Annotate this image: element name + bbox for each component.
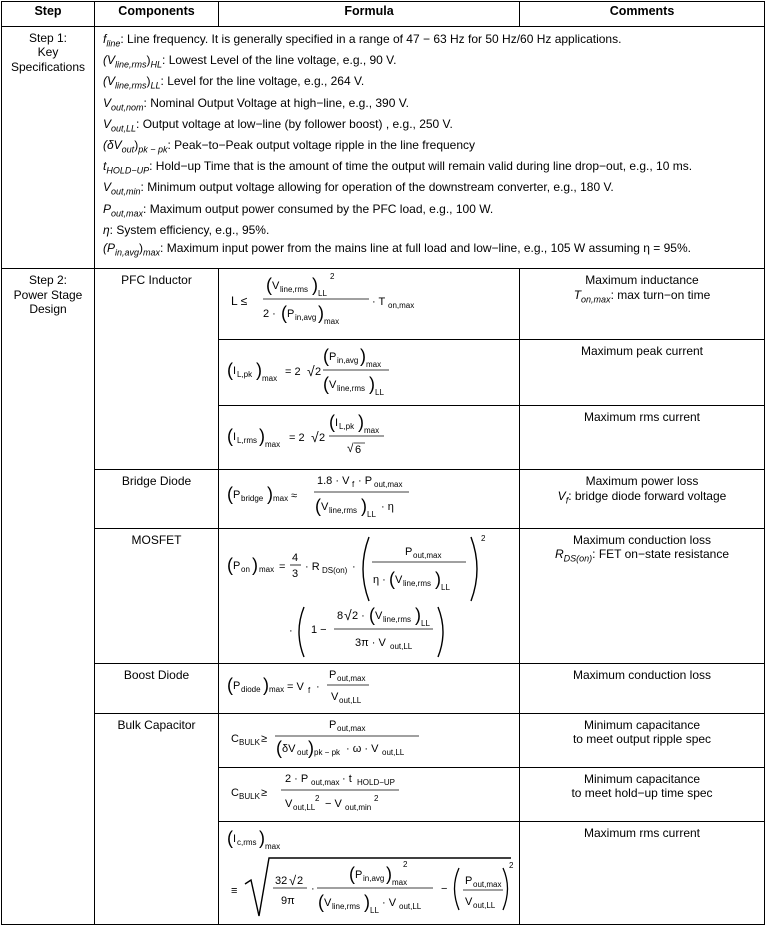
svg-text:on,max: on,max [388,301,415,311]
formula-diode-loss-svg [219,664,518,709]
svg-text:(: ( [329,412,335,433]
header-comments: Comments [520,2,765,27]
formula-cap-rms [219,822,520,924]
svg-text:): ) [369,373,375,394]
spec-symbol: (δV [103,137,122,152]
svg-text:(: ( [349,864,355,885]
svg-text:): ) [360,345,366,366]
svg-text:6: 6 [355,444,362,457]
svg-text:line,rms: line,rms [332,902,361,912]
ton-sym: T [573,287,582,302]
spec-paren: ) [139,241,144,256]
comment-max-conduction-loss: Maximum conduction loss [572,532,712,547]
spec-item [103,202,756,219]
comment-holdup-spec: to meet hold−up time spec [571,786,713,801]
svg-text:LL: LL [441,582,450,592]
svg-text:max: max [269,685,285,695]
svg-text:out,max: out,max [311,778,340,787]
svg-text:max: max [392,878,408,888]
svg-text:LL: LL [375,387,384,397]
svg-text:V: V [329,378,337,391]
spec-item [103,32,756,49]
step1-row [2,27,765,269]
formula-cap-ripple [219,713,520,767]
svg-text:(: ( [227,484,233,505]
svg-text:− V: − V [325,798,342,810]
formula-cap-holdup [219,768,520,822]
spec-description: : Nominal Output Voltage at high−line, e.g., 390 V. [143,95,409,110]
svg-text:V: V [465,896,473,909]
svg-text:V: V [331,691,339,704]
component-mosfet: MOSFET [95,528,219,663]
svg-text:V: V [285,798,293,810]
spec-post-subscript: HL [150,59,163,70]
svg-text:pk − pk: pk − pk [314,747,341,757]
svg-text:HOLD−UP: HOLD−UP [357,778,396,787]
svg-text:on: on [241,564,250,574]
rds-sym: R [554,547,564,562]
svg-text:L ≤: L ≤ [231,294,248,309]
pfc-inductor-row-1 [2,269,765,339]
svg-text:out,max: out,max [337,674,366,684]
svg-text:): ) [259,426,265,447]
svg-text:= 2: = 2 [289,432,305,445]
spec-symbol: V [103,116,112,131]
svg-text:(: ( [389,568,395,589]
spec-symbol: (V [103,74,115,89]
spec-description: : Output voltage at low−line (by follower boost) , e.g., 250 V. [136,116,453,131]
svg-text:LL: LL [318,289,327,299]
svg-text:√: √ [307,362,315,379]
spec-list [95,27,765,269]
svg-text:(: ( [227,359,233,380]
svg-text:LL: LL [421,618,430,628]
component-pfc-inductor: PFC Inductor [95,269,219,470]
spec-subscript: out,nom [111,101,144,112]
svg-text:−: − [441,883,448,896]
svg-text:√: √ [289,873,297,889]
svg-text:I: I [233,431,237,444]
svg-text:(: ( [227,554,233,575]
component-boost-diode: Boost Diode [95,664,219,713]
svg-text:·: · [352,560,356,573]
spec-symbol: V [103,180,112,195]
spec-description: : Maximum output power consumed by the PFC load, e.g., 100 W. [143,201,494,216]
svg-text:≡: ≡ [231,885,238,898]
spec-item [103,241,756,258]
svg-text:diode: diode [241,685,261,695]
spec-item [103,138,756,155]
vf-sub: f [565,495,569,506]
comment-peak-current: Maximum peak current [520,339,765,405]
svg-text:c,rms: c,rms [237,838,257,848]
svg-text:max: max [366,359,382,369]
comment-min-cap-1: Minimum capacitance [583,717,701,732]
svg-text:2: 2 [315,365,322,378]
spec-subscript: HOLD−UP [106,165,150,176]
svg-text:2: 2 [319,432,326,445]
svg-text:(: ( [227,828,233,849]
svg-text:(: ( [315,496,321,517]
spec-item [103,159,756,176]
svg-text:P: P [287,308,295,321]
step1-label: Step 1: Key Specifications [2,27,95,269]
svg-text:2: 2 [374,794,379,803]
svg-text:(: ( [281,303,287,324]
comment-bridge [520,470,765,528]
svg-text:): ) [386,864,392,885]
svg-text:8: 8 [337,609,344,622]
svg-text:max: max [324,317,340,327]
svg-text:bridge: bridge [241,494,264,504]
svg-text:(: ( [227,426,233,447]
spec-subscript: out,min [111,186,141,197]
spec-paren: ) [134,137,139,152]
svg-text:2: 2 [315,794,320,803]
spec-description: : Hold−up Time that is the amount of time the output will remain valid during line drop−out, e.g., 10 ms. [149,159,693,174]
comment-rms-current: Maximum rms current [520,406,765,470]
svg-text:C: C [231,732,239,745]
svg-text:I: I [233,833,237,846]
svg-text:max: max [265,440,281,450]
svg-text:in,avg: in,avg [363,874,385,884]
svg-text:P: P [405,545,413,558]
svg-text:= V: = V [287,681,304,694]
spec-description: : Minimum output voltage allowing for operation of the downstream converter, e.g., 180 V. [140,180,614,195]
svg-text:2: 2 [403,860,408,870]
formula-rms-current [219,406,520,470]
svg-text:): ) [252,554,258,575]
formula-cap-ripple-svg [219,714,518,764]
svg-text:P: P [233,680,241,693]
svg-text:out,LL: out,LL [293,803,316,812]
svg-text:V: V [324,897,332,910]
svg-text:out,max: out,max [374,480,403,490]
svg-text:line,rms: line,rms [337,383,366,393]
svg-text:1 −: 1 − [311,623,327,636]
svg-text:out,LL: out,LL [339,696,362,706]
svg-text:): ) [256,359,262,380]
formula-peak-current [219,339,520,405]
spec-description: : Maximum input power from the mains line at full load and low−line, e.g., 105 W assuming η = 95%. [160,241,691,256]
svg-text:η ·: η · [373,573,386,586]
svg-text:· t: · t [342,773,352,785]
header-step: Step [2,2,95,27]
formula-cap-rms-svg [219,822,518,920]
svg-text:(: ( [227,675,233,696]
svg-text:δV: δV [282,742,296,755]
comment-max-power-loss: Maximum power loss [585,474,699,489]
svg-text:=: = [279,560,286,573]
svg-text:out,min: out,min [345,803,372,812]
svg-text:√: √ [344,606,352,623]
svg-text:line,rms: line,rms [383,614,412,624]
svg-text:P: P [233,489,241,502]
svg-text:f: f [352,480,355,490]
formula-diode-loss [219,664,520,713]
svg-text:· η: · η [381,501,394,514]
svg-text:≥: ≥ [261,732,268,745]
svg-text:): ) [318,303,324,324]
svg-text:· P: · P [358,475,373,488]
svg-text:(: ( [323,373,329,394]
svg-text:out,max: out,max [413,550,442,560]
comment-boost-diode: Maximum conduction loss [520,664,765,713]
svg-text:9π: 9π [281,895,295,908]
svg-text:): ) [358,412,364,433]
svg-text:max: max [265,842,281,852]
mosfet-row [2,528,765,663]
svg-text:): ) [415,604,421,625]
spec-description: : Peak−to−Peak output voltage ripple in the line frequency [167,137,476,152]
svg-text:(: ( [266,275,272,296]
svg-text:· T: · T [372,296,386,309]
svg-text:max: max [262,373,278,383]
comment-max-inductance: Maximum inductance [585,273,699,288]
spec-description: : System efficiency, e.g., 95%. [109,222,270,237]
spec-post-subscript: pk − pk [138,144,168,155]
svg-text:2 ·: 2 · [263,308,276,321]
svg-text:out,LL: out,LL [399,902,422,912]
ton-sub: on,max [581,294,611,305]
spec-subscript: line [106,38,121,49]
component-bridge-diode: Bridge Diode [95,470,219,528]
svg-text:): ) [267,484,273,505]
comment-ton-max [521,288,763,305]
formula-peak-current-svg [219,340,518,402]
header-components: Components [95,2,219,27]
svg-text:f: f [308,686,311,696]
svg-text:BULK: BULK [239,792,260,801]
svg-text:out,max: out,max [473,880,502,890]
comment-mosfet [520,528,765,663]
svg-text:I: I [233,364,237,377]
spec-symbol: f [103,32,107,46]
spec-subscript: line,rms [115,59,147,70]
boost-diode-row [2,664,765,713]
svg-text:LL: LL [367,510,376,520]
svg-text:√: √ [347,441,354,456]
svg-text:· R: · R [305,560,320,573]
formula-mosfet-loss [219,528,520,663]
spec-description: : Lowest Level of the line voltage, e.g., 90 V. [162,53,397,68]
comment-cap-holdup [520,768,765,822]
svg-text:3π · V: 3π · V [355,636,386,649]
spec-symbol: V [103,95,112,110]
spec-symbol: η [103,222,110,237]
svg-text:out: out [297,747,309,757]
svg-text:LL: LL [370,906,379,916]
svg-text:out,LL: out,LL [382,747,405,757]
svg-text:P: P [329,669,337,682]
spec-subscript: out,max [111,207,144,218]
svg-text:2: 2 [297,875,304,888]
spec-subscript: in,avg [115,247,140,258]
bridge-diode-row [2,470,765,528]
svg-text:V: V [321,501,329,514]
svg-text:in,avg: in,avg [295,313,317,323]
header-row [2,2,765,27]
svg-text:): ) [361,496,367,517]
svg-text:(: ( [318,892,324,913]
svg-text:2: 2 [330,272,335,282]
svg-text:max: max [273,494,289,504]
component-bulk-capacitor: Bulk Capacitor [95,713,219,924]
svg-text:2 ·: 2 · [352,609,365,622]
comment-ripple-spec: to meet output ripple spec [572,732,712,746]
svg-text:32: 32 [275,875,288,888]
svg-text:2: 2 [509,861,514,871]
svg-text:P: P [329,350,337,363]
comment-cap-ripple [520,713,765,767]
svg-text:(: ( [276,737,282,758]
spec-item [103,223,756,237]
svg-text:2 · P: 2 · P [285,773,309,785]
spec-item [103,96,756,113]
svg-text:·: · [311,883,315,896]
svg-text:L,pk: L,pk [237,369,253,379]
svg-text:L,pk: L,pk [339,422,355,432]
formula-inductance [219,269,520,339]
spec-symbol: P [103,201,112,216]
vf-sym: V [557,488,566,503]
svg-text:I: I [335,417,339,430]
rds-sub: DS(on) [563,553,593,564]
svg-text:P: P [465,875,473,888]
svg-text:·: · [289,624,293,637]
spec-paren: ) [146,53,151,68]
svg-text:P: P [329,718,337,731]
svg-text:2: 2 [481,533,486,543]
spec-symbol: (V [103,53,115,68]
comment-cap-rms: Maximum rms current [520,822,765,924]
comment-vf [521,489,763,506]
vf-text: : bridge diode forward voltage [568,488,727,503]
spec-subscript: out,LL [111,123,137,134]
svg-text:(: ( [323,345,329,366]
bulk-cap-row-1 [2,713,765,767]
svg-text:≥: ≥ [261,787,268,799]
spec-symbol: t [103,159,107,174]
svg-text:in,avg: in,avg [337,355,359,365]
svg-text:V: V [272,280,280,293]
step2-label: Step 2: Power Stage Design [2,269,95,925]
spec-post-subscript: LL [150,80,161,91]
svg-text:L,rms: L,rms [237,436,257,446]
svg-text:line,rms: line,rms [403,578,432,588]
formula-rms-current-svg [219,406,518,466]
spec-item [103,117,756,134]
svg-text:): ) [263,675,269,696]
svg-text:BULK: BULK [239,737,260,747]
formula-cap-holdup-svg [219,768,518,818]
svg-text:max: max [364,426,380,436]
svg-text:): ) [312,275,318,296]
svg-text:1.8 · V: 1.8 · V [317,475,350,488]
comment-inductance [520,269,765,339]
formula-bridge-power [219,470,520,528]
ton-text: : max turn−on time [610,287,711,302]
svg-text:(: ( [369,604,375,625]
spec-item [103,53,756,70]
svg-text:P: P [233,559,241,572]
svg-text:DS(on): DS(on) [322,565,348,575]
spec-description: : Level for the line voltage, e.g., 264 V. [160,74,365,89]
svg-text:out,LL: out,LL [473,901,496,911]
svg-text:line,rms: line,rms [280,285,309,295]
formula-bridge-power-svg [219,470,518,524]
svg-text:P: P [355,869,363,882]
svg-text:): ) [435,568,441,589]
header-formula: Formula [219,2,520,27]
spec-item [103,74,756,91]
spec-symbol: (P [103,241,115,256]
spec-subscript: out [121,144,135,155]
svg-text:): ) [364,892,370,913]
svg-text:max: max [259,564,275,574]
rds-text: : FET on−state resistance [592,547,730,562]
comment-min-cap-2: Minimum capacitance [583,772,701,786]
svg-text:3: 3 [292,567,299,580]
comment-rds [521,547,763,564]
spec-subscript: line,rms [115,80,147,91]
svg-text:·: · [316,681,320,694]
design-table [1,1,765,925]
svg-text:4: 4 [292,551,299,564]
formula-inductance-svg [219,269,518,335]
svg-text:V: V [395,573,403,586]
svg-text:√: √ [311,429,319,446]
svg-text:): ) [259,828,265,849]
svg-text:· V: · V [382,897,397,910]
spec-post-subscript: max [143,247,161,258]
svg-text:· ω · V: · ω · V [346,742,379,755]
svg-text:= 2: = 2 [285,365,301,378]
svg-text:C: C [231,787,239,799]
formula-mosfet-loss-svg [219,529,518,660]
svg-text:line,rms: line,rms [329,506,358,516]
spec-description: : Line frequency. It is generally specified in a range of 47 − 63 Hz for 50 Hz/60 Hz applications. [120,32,622,46]
svg-text:≈: ≈ [291,490,298,503]
spec-item [103,180,756,197]
svg-text:V: V [375,609,383,622]
svg-text:out,LL: out,LL [390,641,413,651]
spec-paren: ) [146,74,151,89]
svg-text:out,max: out,max [337,723,366,733]
svg-text:): ) [308,737,314,758]
